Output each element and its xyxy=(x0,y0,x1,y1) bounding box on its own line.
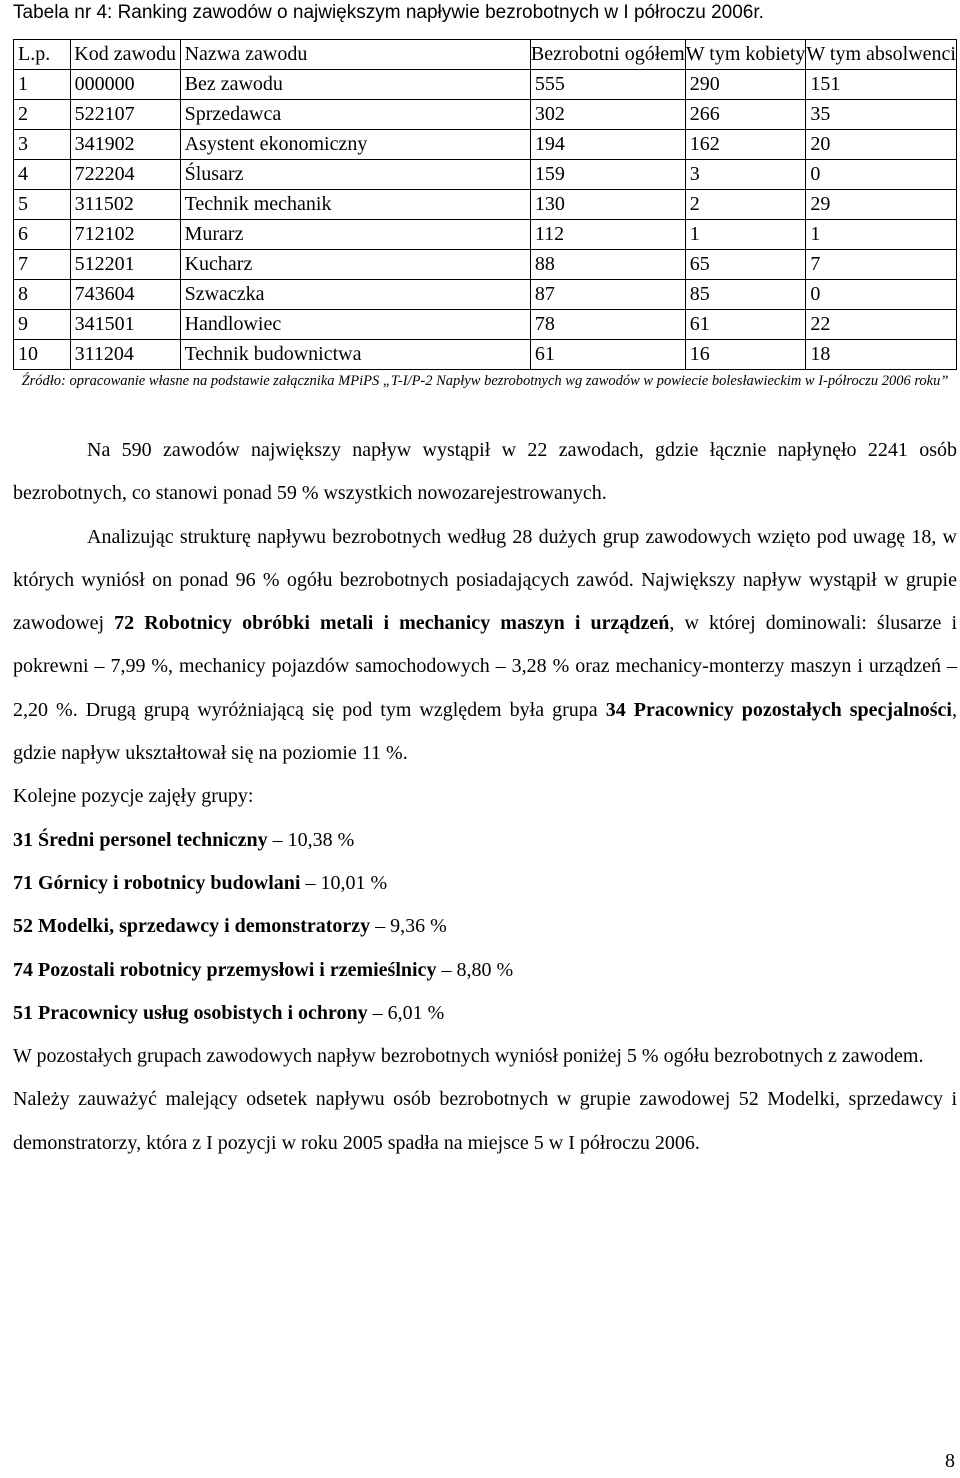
group-item xyxy=(13,862,957,905)
cell-kobiety: 266 xyxy=(685,100,806,130)
header-absolwenci: W tym absolwenci xyxy=(806,40,957,70)
group-item xyxy=(13,905,957,948)
group-value: – 10,38 % xyxy=(267,828,355,851)
page-number: 8 xyxy=(945,1450,955,1472)
cell-lp: 2 xyxy=(14,100,71,130)
table-row xyxy=(14,280,957,310)
cell-lp: 3 xyxy=(14,130,71,160)
header-bezrobotni: Bezrobotni ogółem xyxy=(530,40,685,70)
group-name: 52 Modelki, sprzedawcy i demonstratorzy xyxy=(13,915,371,938)
header-nazwa: Nazwa zawodu xyxy=(180,40,530,70)
cell-bezrobotni: 555 xyxy=(530,70,685,100)
cell-bezrobotni: 87 xyxy=(530,280,685,310)
group-name: 74 Pozostali robotnicy przemysłowi i rzemieślnicy xyxy=(13,958,437,981)
table-caption: Tabela nr 4: Ranking zawodów o największym napływie bezrobotnych w I półroczu 2006r. xyxy=(13,2,764,23)
cell-absolwenci: 29 xyxy=(806,190,957,220)
cell-bezrobotni: 130 xyxy=(530,190,685,220)
paragraph-2-text-2: , w której dominowali: ślusarze i pokrewni – 7,99 %, mechanicy pojazdów samochodowych – 3,28 % oraz mechanicy-monterzy maszyn i urządzeń – 2,20 %. Drugą grupą wyróżniającą się pod tym względem była grupa xyxy=(13,612,957,721)
cell-bezrobotni: 88 xyxy=(530,250,685,280)
table-row xyxy=(14,190,957,220)
cell-kod: 722204 xyxy=(70,160,180,190)
cell-kobiety: 3 xyxy=(685,160,806,190)
cell-absolwenci: 1 xyxy=(806,220,957,250)
paragraph-2-group-34: 34 Pracownicy pozostałych specjalności xyxy=(605,698,952,721)
cell-kobiety: 16 xyxy=(685,340,806,370)
cell-kod: 522107 xyxy=(70,100,180,130)
cell-kobiety: 162 xyxy=(685,130,806,160)
cell-bezrobotni: 194 xyxy=(530,130,685,160)
cell-kod: 512201 xyxy=(70,250,180,280)
table-header-row xyxy=(14,40,957,70)
table-row xyxy=(14,100,957,130)
cell-nazwa: Bez zawodu xyxy=(180,70,530,100)
paragraph-2-text-3: , gdzie napływ ukształtował się na poziomie 11 %. xyxy=(13,698,957,765)
paragraph-4: Należy zauważyć malejący odsetek napływu osób bezrobotnych w grupie zawodowej 52 Modelki, sprzedawcy i demonstratorzy, która z I pozycji w roku 2005 spadła na miejsce 5 w I półroczu 2006. xyxy=(13,1088,957,1154)
cell-nazwa: Technik budownictwa xyxy=(180,340,530,370)
cell-kobiety: 2 xyxy=(685,190,806,220)
cell-absolwenci: 7 xyxy=(806,250,957,280)
cell-bezrobotni: 112 xyxy=(530,220,685,250)
cell-nazwa: Kucharz xyxy=(180,250,530,280)
table-row xyxy=(14,220,957,250)
table-row xyxy=(14,160,957,190)
paragraph-2-text-1: Analizując strukturę napływu bezrobotnych według 28 dużych grup zawodowych wzięto pod uwagę 18, w których wyniósł on ponad 96 % ogółu bezrobotnych posiadających zawód. Największy napływ wystąpił w grupie zawodowej xyxy=(13,525,957,635)
cell-lp: 6 xyxy=(14,220,71,250)
header-kobiety: W tym kobiety xyxy=(685,40,806,70)
group-name: 51 Pracownicy usług osobistych i ochrony xyxy=(13,1001,368,1024)
cell-kod: 000000 xyxy=(70,70,180,100)
cell-lp: 8 xyxy=(14,280,71,310)
cell-absolwenci: 151 xyxy=(806,70,957,100)
cell-bezrobotni: 78 xyxy=(530,310,685,340)
cell-kobiety: 61 xyxy=(685,310,806,340)
group-value: – 10,01 % xyxy=(300,871,388,894)
paragraph-3: W pozostałych grupach zawodowych napływ bezrobotnych wyniósł poniżej 5 % ogółu bezrobotnych z zawodem. xyxy=(13,1045,924,1068)
cell-nazwa: Ślusarz xyxy=(180,160,530,190)
cell-lp: 4 xyxy=(14,160,71,190)
groups-intro: Kolejne pozycje zajęły grupy: xyxy=(13,785,254,808)
cell-nazwa: Technik mechanik xyxy=(180,190,530,220)
cell-absolwenci: 0 xyxy=(806,160,957,190)
group-name: 71 Górnicy i robotnicy budowlani xyxy=(13,871,301,894)
cell-bezrobotni: 61 xyxy=(530,340,685,370)
header-kod: Kod zawodu xyxy=(70,40,180,70)
cell-lp: 9 xyxy=(14,310,71,340)
cell-bezrobotni: 302 xyxy=(530,100,685,130)
cell-absolwenci: 20 xyxy=(806,130,957,160)
table-row xyxy=(14,310,957,340)
paragraph-1: Na 590 zawodów największy napływ wystąpił w 22 zawodach, gdzie łącznie napłynęło 2241 osób bezrobotnych, co stanowi ponad 59 % wszystkich nowozarejestrowanych. xyxy=(13,439,957,505)
group-name: 31 Średni personel techniczny xyxy=(13,828,268,851)
cell-kobiety: 85 xyxy=(685,280,806,310)
group-item xyxy=(13,949,957,992)
table-row xyxy=(14,250,957,280)
cell-bezrobotni: 159 xyxy=(530,160,685,190)
cell-kod: 341501 xyxy=(70,310,180,340)
cell-nazwa: Murarz xyxy=(180,220,530,250)
table-row xyxy=(14,70,957,100)
group-item xyxy=(13,819,957,862)
cell-absolwenci: 18 xyxy=(806,340,957,370)
cell-lp: 5 xyxy=(14,190,71,220)
group-value: – 9,36 % xyxy=(370,915,447,938)
document-page xyxy=(13,0,957,1165)
cell-nazwa: Szwaczka xyxy=(180,280,530,310)
groups-list xyxy=(13,819,957,1035)
occupation-ranking-table xyxy=(13,39,957,370)
source-note: Źródło: opracowanie własne na podstawie załącznika MPiPS „T-I/P-2 Napływ bezrobotnych wg zawodów w powiecie bolesławieckim w I-półroczu 2006 roku” xyxy=(21,373,949,389)
paragraph-2-group-72: 72 Robotnicy obróbki metali i mechanicy maszyn i urządzeń xyxy=(114,612,670,635)
group-item xyxy=(13,992,957,1035)
table-body xyxy=(14,70,957,370)
cell-lp: 10 xyxy=(14,340,71,370)
cell-lp: 1 xyxy=(14,70,71,100)
group-value: – 6,01 % xyxy=(367,1001,445,1024)
cell-absolwenci: 22 xyxy=(806,310,957,340)
paragraph-2 xyxy=(13,516,957,776)
cell-kod: 341902 xyxy=(70,130,180,160)
cell-kobiety: 290 xyxy=(685,70,806,100)
cell-kod: 712102 xyxy=(70,220,180,250)
cell-lp: 7 xyxy=(14,250,71,280)
cell-nazwa: Asystent ekonomiczny xyxy=(180,130,530,160)
table-row xyxy=(14,340,957,370)
group-value: – 8,80 % xyxy=(436,958,514,981)
table-row xyxy=(14,130,957,160)
cell-kod: 311502 xyxy=(70,190,180,220)
cell-nazwa: Sprzedawca xyxy=(180,100,530,130)
cell-absolwenci: 35 xyxy=(806,100,957,130)
cell-absolwenci: 0 xyxy=(806,280,957,310)
cell-kobiety: 65 xyxy=(685,250,806,280)
cell-kod: 743604 xyxy=(70,280,180,310)
cell-kod: 311204 xyxy=(70,340,180,370)
header-lp: L.p. xyxy=(14,40,71,70)
cell-kobiety: 1 xyxy=(685,220,806,250)
cell-nazwa: Handlowiec xyxy=(180,310,530,340)
